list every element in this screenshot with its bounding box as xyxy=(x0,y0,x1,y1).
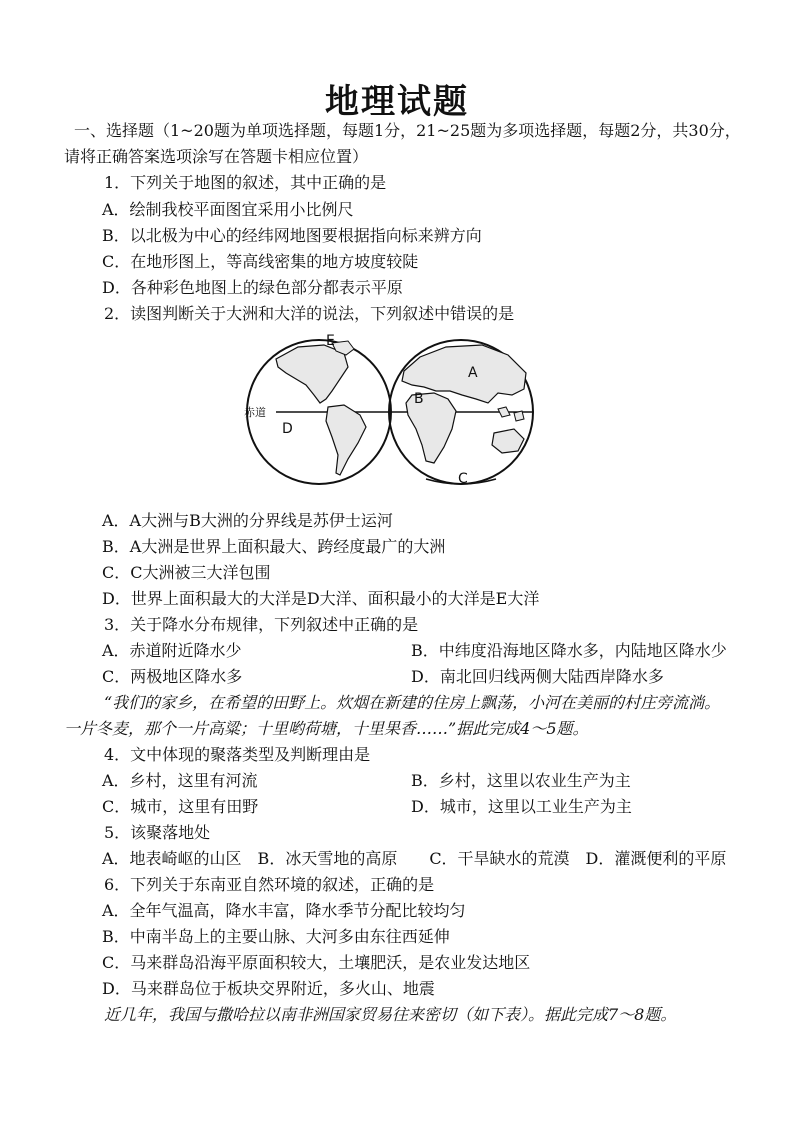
question-2-option-c: C．C大洲被三大洋包围 xyxy=(102,563,271,582)
question-4-stem: 4．文中体现的聚落类型及判断理由是 xyxy=(104,745,371,764)
section-instructions-line1: 一、选择题（1~20题为单项选择题，每题1分，21~25题为多项选择题，每题2分，共30分， xyxy=(74,121,741,140)
question-4-option-d: D．城市，这里以工业生产为主 xyxy=(411,797,632,816)
question-4-option-c: C．城市，这里有田野 xyxy=(102,797,259,816)
north-america-shape xyxy=(276,345,348,403)
label-A: A xyxy=(468,365,478,381)
passage-4-5-line2: 一片冬麦，那个一片高粱；十里哟荷塘，十里果香……”据此完成4～5题。 xyxy=(64,719,589,738)
question-2-option-a: A．A大洲与B大洲的分界线是苏伊士运河 xyxy=(102,511,393,530)
islands-shape-2 xyxy=(514,411,524,421)
page-title: 地理试题 xyxy=(325,82,469,122)
label-D: D xyxy=(282,421,293,437)
south-america-shape xyxy=(326,405,366,475)
question-6-option-d: D．马来群岛位于板块交界附近，多火山、地震 xyxy=(102,979,435,998)
question-1-option-a: A．绘制我校平面图宜采用小比例尺 xyxy=(102,200,354,219)
passage-7-8: 近几年，我国与撒哈拉以南非洲国家贸易往来密切（如下表）。据此完成7～8题。 xyxy=(104,1005,677,1024)
question-2-stem: 2．读图判断关于大洲和大洋的说法，下列叙述中错误的是 xyxy=(104,304,515,323)
question-6-stem: 6．下列关于东南亚自然环境的叙述，正确的是 xyxy=(104,875,435,894)
question-3-option-c: C．两极地区降水多 xyxy=(102,667,243,686)
label-C: C xyxy=(458,471,468,487)
question-6-option-b: B．中南半岛上的主要山脉、大河多由东往西延伸 xyxy=(102,927,450,946)
question-3-option-a: A．赤道附近降水少 xyxy=(102,641,242,660)
question-4-option-a: A．乡村，这里有河流 xyxy=(102,771,258,790)
question-6-option-a: A．全年气温高，降水丰富，降水季节分配比较均匀 xyxy=(102,901,466,920)
australia-shape xyxy=(492,429,524,453)
world-hemispheres-map xyxy=(236,333,546,491)
question-4-option-b: B．乡村，这里以农业生产为主 xyxy=(411,771,631,790)
passage-4-5-line1: “我们的家乡，在希望的田野上。炊烟在新建的住房上飘荡，小河在美丽的村庄旁流淌。 xyxy=(104,693,721,712)
question-5-options: A．地表崎岖的山区 B．冰天雪地的高原 C．干旱缺水的荒漠 D．灌溉便利的平原 xyxy=(102,849,727,868)
question-1-option-d: D．各种彩色地图上的绿色部分都表示平原 xyxy=(102,278,403,297)
question-2-option-d: D．世界上面积最大的大洋是D大洋、面积最小的大洋是E大洋 xyxy=(102,589,540,608)
question-1-stem: 1．下列关于地图的叙述，其中正确的是 xyxy=(104,173,387,192)
question-1-option-c: C．在地形图上，等高线密集的地方坡度较陡 xyxy=(102,252,419,271)
question-2-option-b: B．A大洲是世界上面积最大、跨经度最广的大洲 xyxy=(102,537,446,556)
question-3-stem: 3．关于降水分布规律，下列叙述中正确的是 xyxy=(104,615,419,634)
question-1-option-b: B．以北极为中心的经纬网地图要根据指向标来辨方向 xyxy=(102,226,482,245)
question-3-option-d: D．南北回归线两侧大陆西岸降水多 xyxy=(411,667,664,686)
section-instructions-line2: 请将正确答案选项涂写在答题卡相应位置） xyxy=(64,147,369,166)
islands-shape xyxy=(498,407,510,417)
label-E: E xyxy=(326,333,335,349)
question-3-option-b: B．中纬度沿海地区降水多，内陆地区降水少 xyxy=(411,641,727,660)
question-5-stem: 5．该聚落地处 xyxy=(104,823,211,842)
label-equator: 赤道 xyxy=(244,406,266,419)
question-6-option-c: C．马来群岛沿海平原面积较大，土壤肥沃，是农业发达地区 xyxy=(102,953,531,972)
label-B: B xyxy=(414,391,424,407)
